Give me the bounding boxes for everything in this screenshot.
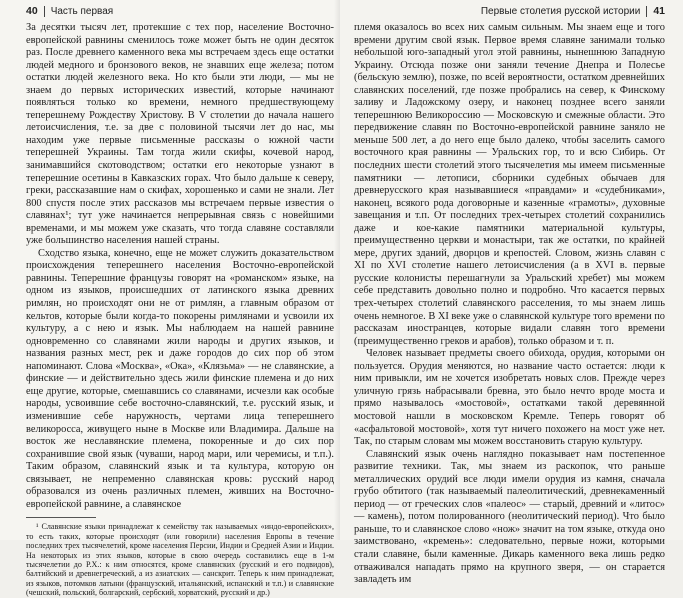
paragraph: За десятки тысяч лет, протекшие с тех пор, население Восточно-европейской равнины сменилось тоже может быть не один десяток раз. После древнего каменного века мы встречаем здесь еще остатки людей медного и бронзового веков, не знавших еще железа; потом остатки людей железного века. Но кто были эти люди, — мы не знаем до первых исторических известий, которые начинают появляться только ко времени, немного предшествующему теперешнему Рождеству Христову. В V столетии до начала нашего летоисчисления, т.е. за две с половиной тысячи лет до нас, мы находим уже первые письменные рассказы о южной части теперешней Украины. Там тогда жили скифы, кочевой народ, занимавшийся скотоводством; остатки его некоторые узнают в теперешние осетины в Кавказских горах. Что было дальше к северу, греки, рассказавшие нам о скифах, хорошенько и сами не знали. Лет 800 спустя после этих рассказов мы встречаем первые известия о славянах¹; тут уже начинается непрерывная связь с новейшими временами, и мы можем уже сказать, что тогда славяне составляли уже большинство населения нашей страны. (26, 22, 334, 247)
page-number: 40 (26, 5, 38, 17)
header-separator (646, 6, 647, 17)
left-page-body (26, 22, 334, 511)
paragraph: Славянский язык очень наглядно показывает нам постепенное развитие техники. Так, мы знаем из раскопок, что раньше металлических орудий все люди имели орудия из камня, сначала грубо обтитого (так называемый палеолитический, древнекаменный период — от греческих слов «палеос» — старый, древний и «литос» — камень), потом полированного (неолитический период). Что было раньше, то и славянское слово «нож» значит на том языке, откуда оно заимствовано, «кремень»: следовательно, первые ножи, которыми стали славяне, были каменные. Дикарь каменного века лишь редко отваживался нападать прямо на крупного зверя, — он старается завладеть им (354, 448, 665, 586)
footnote-rule (26, 517, 96, 518)
paragraph: Человек называет предметы своего обихода, орудия, которыми он пользуется. Орудия меняются, но название часто остается: люди к ним привыкли, им не хочется изобретать новых слов. Прежде через уличную грязь набрасывали бревна, это было нечто вроде моста и прямо называлось «мостовой», остатками такой деревянной мостовой нашли в московском Кремле. Теперь говорят об «асфальтовой мостовой», хотя тут ничего похожего на мост уже нет. Так, по старым словам мы можем восстановить старую культуру. (354, 348, 665, 448)
header-separator (44, 6, 45, 17)
right-page-body (354, 22, 665, 587)
running-head: Первые столетия русской истории (480, 5, 641, 17)
left-page (0, 0, 340, 598)
right-page (340, 0, 683, 586)
running-head: Часть первая (50, 5, 114, 17)
paragraph: племя оказалось во всех них самым сильным. Мы знаем еще и того времени другим свой язык. Первое время славяне занимали только небольшой юго-западный угол этой равнины, нынешнюю Западную Украину. Отсюда позже они заняли течение Днепра и Полесье (бельскую землю), позже, по всей вероятности, остатком древнейших славянских поселений, где позже пробрались на север, к Финскому заливу и Ладожскому озеру, и наконец позднее всего заняли теперешнюю Великороссию — Московскую и смежные области. Это передвижение славян по Восточно-европейской равнине заняло не меньше 500 лет, а до него еще было далеко, чтобы заселить самого восточного края равнины — Уральских гор, то и всю Сибирь. От последних шести столетий этого тысячелетия мы имеем письменные памятники — летописи, сборники судебных обычаев для древнерусского края называвшиеся «правдами» и «судебниками», наконец, всякого рода договорные и казенные «грамоты», духовные завещания и т.п. От последних трех-четырех столетий сохранились даже и кое-какие памятники материальной культуры, преимущественно церкви и монастыри, так же остатки, по крайней мере, других зданий, дворцов и крепостей. Словом, жизнь славян с XI по XVI столетие нашего летоисчисления (а в XVI в. первые русские колонисты перешагнули за Уральский хребет) мы можем себе представить довольно полно и подробно. Что касается первых трех-четырех столетий славянского расселения, то мы знаем лишь очень немногое. В XI веке уже о славянской культуре того времени по рассказам иностранцев, которые видали славян того времени (преимущественно греков и арабов), только образом и т. п. (354, 22, 665, 347)
left-page-header (26, 0, 334, 22)
paragraph: Сходство языка, конечно, еще не может служить доказательством происхождения теперешнего населения Восточно-европейской равнины. Теперешние французы говорят на «романском» языке, на одном из языков, происшедших от латинского языка древних римлян, но происходят они не от римлян, а главным образом от кельтов, которые были когда-то покорены римлянами и усвоили их культуру, а с нею и язык. Мы наблюдаем на нашей равнине одновременно со славянами жили народы и других языков, и названия разных мест, рек и даже городов до сих пор об этом напоминают. Слова «Москва», «Ока», «Клязьма» — не славянские, а финские — и действительно здесь жили финские племена и до них еще другие, которые, смешавшись со славянами, исчезли как особые народы, усвоившие себе восточно-славянский, т.е. русский язык, и изменившие себе наружность, чертами лица теперешнего великоросса, живущего ныне в Москве или Владимира. Дальше на восток же неславянские племена, покоренные и до сих пор сохранившие свой язык (чуваши, народ мари, или черемисы, и т.п.). Таким образом, славянский язык и та культура, которую он связывает, не непременно славянская кровь: русский народ образовался из очень различных племен, живших на Восточно-европейской равнине, а славянское (26, 247, 334, 510)
right-page-header (354, 0, 665, 22)
page-number: 41 (653, 5, 665, 17)
footnote: ¹ Славянские языки принадлежат к семейству так называемых «индо-европейских», то есть таких, которые происходят (или говорили) населения Европы в течение последних трех тысячелетий, кроме населения Персии, Индии и Средней Азии и Индии. На некоторых из этих языков, которые в свою очередь составились еще в 1-м тысячелетии до Р.Х.: к ним относятся, кроме славянских (русский и его подвидов), балтийский и древнегреческий, а из азиатских — санскрит. Теперь к ним принадлежат, из языков, потомков латыни (французский, итальянский, испанский и т.п.) и славянские (чешский, польский, болгарский, сербский, хорватский, русский и др.) (26, 522, 334, 598)
